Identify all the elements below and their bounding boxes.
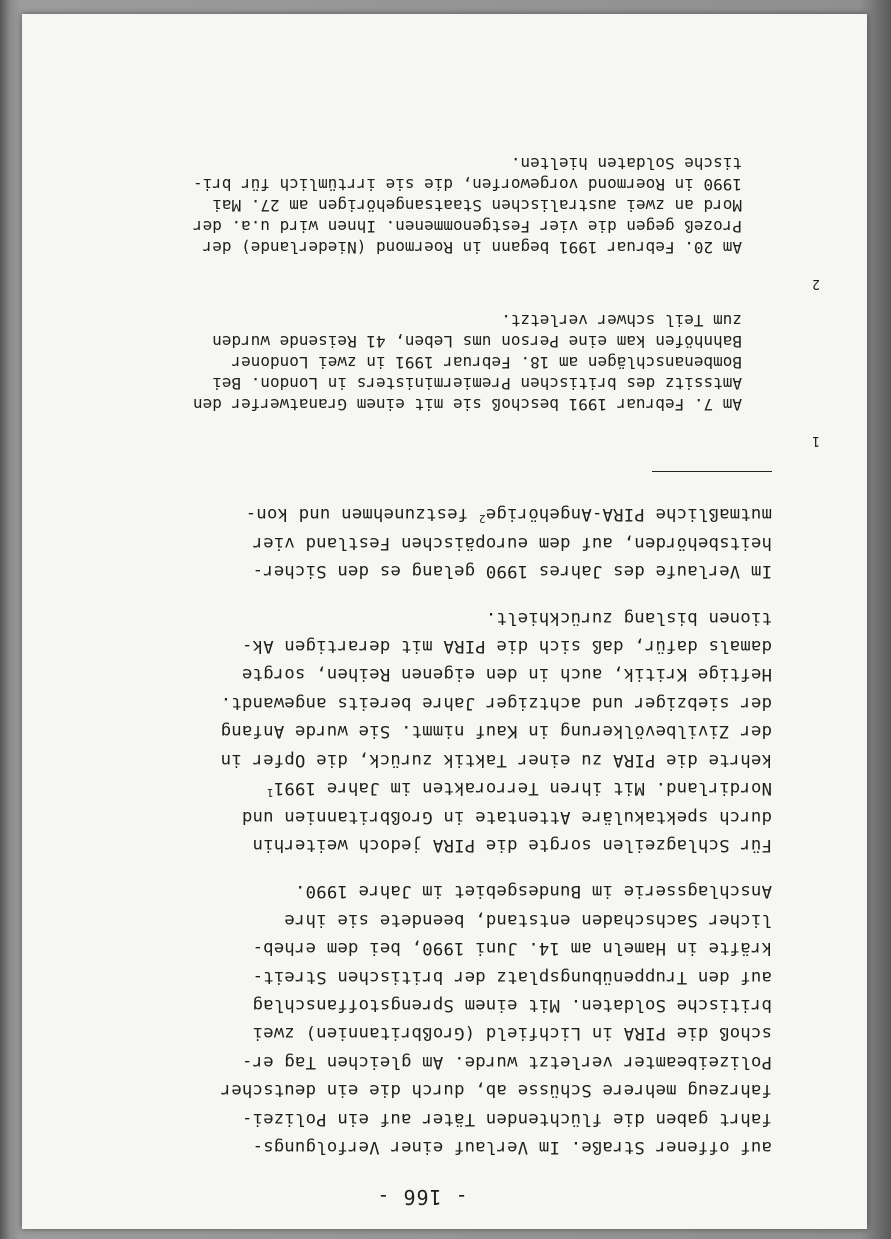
footnote (72, 153, 820, 300)
body-text (72, 500, 772, 1161)
paragraph: auf offener Straße. Im Verlauf einer Verfolgungs- fahrt gaben die flüchtenden Täter auf ein Polizei- fahrzeug mehrere Schüsse ab, durch die ein deutscher Polizeibeamter verletzt wurde. Am gleichen Tag er- schoß die PIRA in Lichfield (Großbritannien) zwei britische Soldaten. Mit einem Sprengstoffanschlag auf den Truppenübungsplatz der britischen Streit- kräfte in Hameln am 14. Juni 1990, bei dem erheb- licher Sachschaden entstand, beendete sie ihre Anschlagsserie im Bundesgebiet im Jahre 1990. (220, 881, 772, 1157)
paragraph (72, 500, 772, 585)
footnote (72, 310, 820, 457)
paragraph (72, 603, 772, 859)
page-content (72, 143, 820, 1209)
paragraph-text: Im Verlaufe des Jahres 1990 gelang es den Sicher- heitsbehörden, auf dem europäischen Festland vier mutmaßliche PIRA-Angehörige (252, 504, 772, 582)
footnote-reference: 1 (266, 786, 274, 800)
footnote-reference: 2 (478, 512, 486, 526)
paragraph-text: festzunehmen und kon- (245, 504, 479, 525)
footnote-text: Am 7. Februar 1991 beschoß sie mit einem Granatwerfer den Amtssitz des britischen Premierministers in London. Bei Bombenanschlägen am 18. Februar 1991 in zwei Londoner Bahnhöfen kam eine Person ums Leben, 41 Reisende wurden zum Teil schwer verletzt. (192, 311, 742, 415)
footnote-number: 2 (812, 276, 820, 292)
footnote-number: 1 (812, 433, 820, 449)
footnote-divider (652, 471, 772, 472)
page-number: - 166 - (376, 1185, 468, 1209)
paragraph-text: kehrte die PIRA zu einer Taktik zurück, die Opfer in der Zivilbevölkerung in Kauf nimmt. Sie wurde Anfang der siebziger und achtziger Jahre bereits angewandt. Heftige Kritik, auch in den eigenen Reihen, sorgte damals dafür, daß sich die PIRA mit derartigen Ak- tionen bislang zurückhielt. (220, 607, 772, 770)
footnote-text: Am 20. Februar 1991 begann in Roermond (Niederlande) der Prozeß gegen die vier Festgenommenen. Ihnen wird u.a. der Mord an zwei australischen Staatsangehörigen am 27. Mai 1990 in Roermond vorgeworfen, die sie irrtümlich für bri- tische Soldaten hielten. (192, 154, 742, 258)
paragraph-text: Für Schlagzeilen sorgte die PIRA jedoch weiterhin durch spektakuläre Attentate in Großbritannien und Nordirland. Mit ihren Terrorakten im Jahre 1991 (241, 778, 772, 855)
document-page (22, 14, 867, 1229)
